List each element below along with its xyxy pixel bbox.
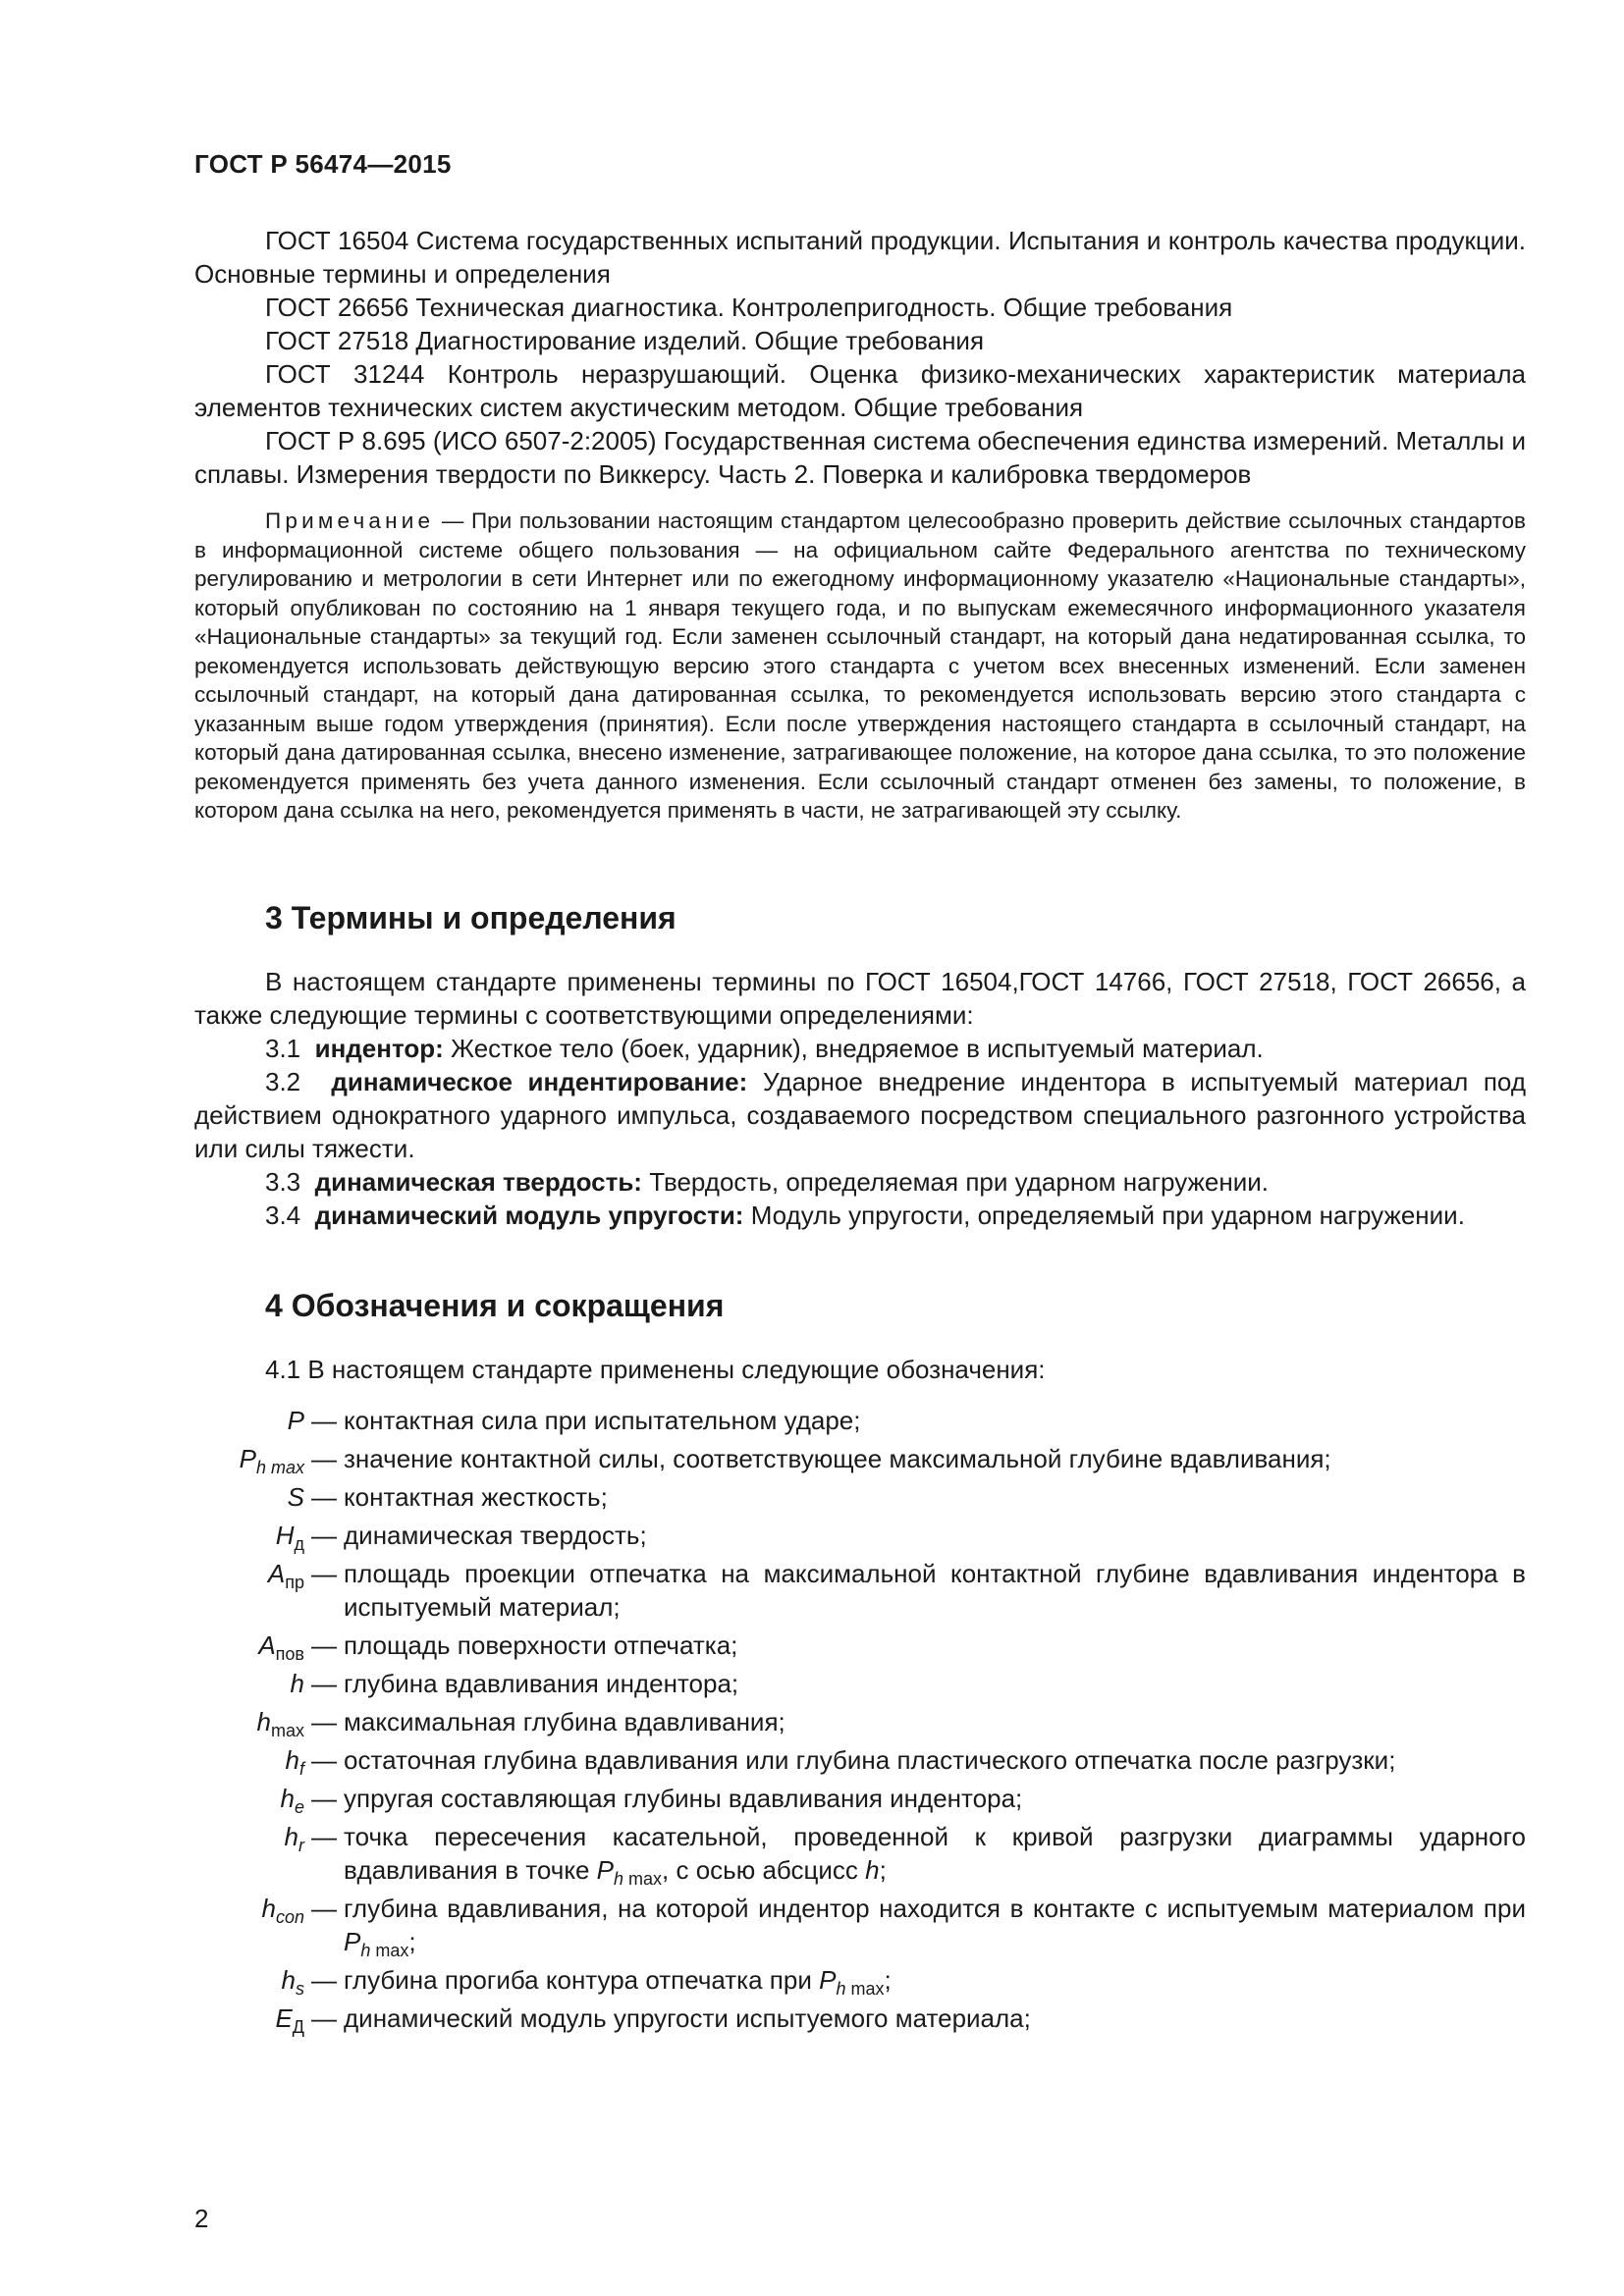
section-title: 4 Обозначения и сокращения (265, 1288, 725, 1323)
dash: — (311, 1707, 337, 1736)
term-name: динамическая твердость: (314, 1167, 642, 1197)
symbol-definition: глубина вдавливания, на которой индентор находится в контакте с испытуемым материалом при $P_{h max}$; (344, 1894, 1526, 1960)
dash: — (311, 2003, 337, 2033)
symbol-list (194, 1404, 1526, 2035)
symbol-definition: значение контактной силы, соответствующее максимальной глубине вдавливания; (344, 1444, 1331, 1473)
symbol-definition: точка пересечения касательной, проведенной к кривой разгрузки диаграммы ударного вдавливания в точке $P_{h max}$, с осью абсцисс h; (344, 1822, 1526, 1889)
dash: — (311, 1965, 337, 1995)
dash: — (311, 1444, 337, 1473)
dash: — (311, 1521, 337, 1550)
symbol-definition: глубина вдавливания индентора; (344, 1669, 739, 1698)
note-paragraph (194, 507, 1526, 826)
term-definition: Модуль упругости, определяемый при ударном нагружении. (750, 1201, 1465, 1230)
symbol (194, 1480, 304, 1514)
symbol-row (194, 1442, 1526, 1475)
note-block (194, 507, 1526, 826)
symbol (194, 2002, 304, 2035)
symbol-inline: h (290, 1669, 304, 1698)
reference-item: ГОСТ 16504 Система государственных испытаний продукции. Испытания и контроль качества продукции. Основные термины и определения (194, 226, 1526, 289)
section-terms (194, 898, 1526, 1232)
symbol (194, 1705, 304, 1738)
symbol-definition: контактная жесткость; (344, 1482, 608, 1512)
note-label: Примечание (265, 508, 435, 533)
symbol-row (194, 1820, 1526, 1887)
symbol-row (194, 1743, 1526, 1777)
symbol-definition: остаточная глубина вдавливания или глубина пластического отпечатка после разгрузки; (344, 1745, 1396, 1775)
dash: — (311, 1669, 337, 1698)
dash: — (311, 1894, 337, 1923)
term-name: динамическое индентирование: (331, 1067, 748, 1096)
reference-list (194, 224, 1526, 491)
reference-item: ГОСТ 31244 Контроль неразрушающий. Оценка физико-механических характеристик материала элементов технических систем акустическим методом. Общие требования (194, 359, 1526, 422)
symbol-inline: $h_{max}$ (256, 1707, 304, 1740)
dash: — (311, 1559, 337, 1588)
symbol-inline: $h_{con}$ (261, 1894, 304, 1927)
term-item (194, 1165, 1526, 1199)
symbol-row (194, 1892, 1526, 1958)
dash: — (311, 1630, 337, 1660)
symbol-definition: контактная сила при испытательном ударе; (344, 1406, 861, 1435)
term-item (194, 1065, 1526, 1165)
symbol-definition: динамический модуль упругости испытуемого материала; (344, 2003, 1031, 2033)
dash: — (311, 1406, 337, 1435)
symbol (194, 1557, 304, 1590)
symbol-row (194, 1782, 1526, 1815)
dash: — (311, 1482, 337, 1512)
symbol-inline: $P_{h max}$ (596, 1855, 663, 1889)
symbol-definition: площадь поверхности отпечатка; (344, 1630, 738, 1660)
term-number: 3.2 (265, 1067, 301, 1096)
symbol-inline: $P_{h max}$ (819, 1965, 885, 1999)
term-number: 3.4 (265, 1201, 301, 1230)
symbol-inline: $P_{h max}$ (239, 1444, 304, 1477)
note-text: — При пользовании настоящим стандартом целесообразно проверить действие ссылочных стандартов в информационной системе общего пользования — на официальном сайте Федерального агентства по техническому регулированию и метрологии в сети Интернет или по ежегодному информационному указателю «Национальные стандарты», который опубликован по состоянию на 1 января текущего года, и по выпускам ежемесячного информационного указателя «Национальные стандарты» за текущий год. Если заменен ссылочный стандарт, на который дана недатированная ссылка, то рекомендуется использовать действующую версию этого стандарта с учетом всех внесенных изменений. Если заменен ссылочный стандарт, на который дана датированная ссылка, то рекомендуется использовать версию этого стандарта с указанным выше годом утверждения (принятия). Если после утверждения настоящего стандарта в ссылочный стандарт, на который дана датированная ссылка, внесено изменение, затрагивающее положение, на которое дана ссылка, то это положение рекомендуется применять без учета данного изменения. Если ссылочный стандарт отменен без замены, то положение, в котором дана ссылка на него, рекомендуется применять в части, не затрагивающей эту ссылку. (194, 508, 1526, 823)
symbol (194, 1629, 304, 1662)
symbol-row (194, 1963, 1526, 1997)
term-name: динамический модуль упругости: (314, 1201, 744, 1230)
reference-item: ГОСТ 26656 Техническая диагностика. Контролепригодность. Общие требования (265, 293, 1233, 322)
symbol-row (194, 1629, 1526, 1662)
symbol (194, 1782, 304, 1815)
symbol-inline: P (287, 1406, 304, 1435)
symbol-inline: $H_д$ (275, 1521, 304, 1554)
term-definition: Твердость, определяемая при ударном нагружении. (649, 1167, 1269, 1197)
symbol (194, 1963, 304, 1997)
section-title: 3 Термины и определения (265, 900, 677, 935)
term-name: индентор: (314, 1034, 444, 1063)
symbol-inline: $h_f$ (285, 1745, 304, 1779)
symbol (194, 1892, 304, 1925)
term-item (194, 1032, 1526, 1065)
symbol-inline: $A_{пов}$ (258, 1630, 304, 1664)
term-number: 3.3 (265, 1167, 301, 1197)
symbol-inline: $P_{h max}$ (344, 1927, 409, 1960)
symbol-row (194, 1557, 1526, 1624)
page-number: 2 (194, 2204, 209, 2233)
symbol (194, 1404, 304, 1437)
symbol-row (194, 1519, 1526, 1552)
dash: — (311, 1745, 337, 1775)
symbol-row (194, 1705, 1526, 1738)
symbol-definition: упругая составляющая глубины вдавливания индентора; (344, 1784, 1023, 1813)
symbol-definition: динамическая твердость; (344, 1521, 647, 1550)
symbol-inline: $h_e$ (280, 1784, 304, 1817)
symbol-row (194, 1667, 1526, 1700)
dash: — (311, 1784, 337, 1813)
section-symbols (194, 1286, 1526, 2040)
dash: — (311, 1822, 337, 1851)
term-number: 3.1 (265, 1034, 301, 1063)
symbol-inline: $E_Д$ (275, 2003, 304, 2037)
symbol (194, 1743, 304, 1777)
symbol-row (194, 1404, 1526, 1437)
symbol-definition: максимальная глубина вдавливания; (344, 1707, 785, 1736)
symbol-row (194, 2002, 1526, 2035)
symbol (194, 1820, 304, 1853)
symbol-inline: $h_s$ (281, 1965, 304, 1999)
reference-item: ГОСТ 27518 Диагностирование изделий. Общие требования (265, 326, 985, 355)
symbol (194, 1442, 304, 1475)
term-item (194, 1199, 1526, 1232)
section-intro: 4.1 В настоящем стандарте применены следующие обозначения: (265, 1355, 1046, 1384)
term-definition: Жесткое тело (боек, ударник), внедряемое в испытуемый материал. (451, 1034, 1264, 1063)
section-intro: В настоящем стандарте применены термины по ГОСТ 16504,ГОСТ 14766, ГОСТ 27518, ГОСТ 26656, а также следующие термины с соответствующими определениями: (194, 967, 1526, 1030)
symbol-inline: $h_r$ (284, 1822, 304, 1855)
symbol (194, 1519, 304, 1552)
symbol-inline: h (865, 1855, 880, 1885)
symbol-row (194, 1480, 1526, 1514)
symbol-definition: глубина прогиба контура отпечатка при $P_{h max}$; (344, 1965, 892, 1999)
symbol-inline: S (287, 1482, 304, 1512)
symbol-definition: площадь проекции отпечатка на максимальной контактной глубине вдавливания индентора в испытуемый материал; (344, 1559, 1526, 1622)
term-definition: Ударное внедрение индентора в испытуемый материал под действием однократного ударного импульса, создаваемого посредством специального разгонного устройства или силы тяжести. (194, 1067, 1526, 1163)
symbol (194, 1667, 304, 1700)
symbol-inline: $A_{пр}$ (267, 1559, 304, 1592)
reference-item: ГОСТ Р 8.695 (ИСО 6507-2:2005) Государственная система обеспечения единства измерений. Металлы и сплавы. Измерения твердости по Виккерсу. Часть 2. Поверка и калибровка твердомеров (194, 426, 1526, 489)
document-header: ГОСТ Р 56474—2015 (194, 149, 452, 179)
